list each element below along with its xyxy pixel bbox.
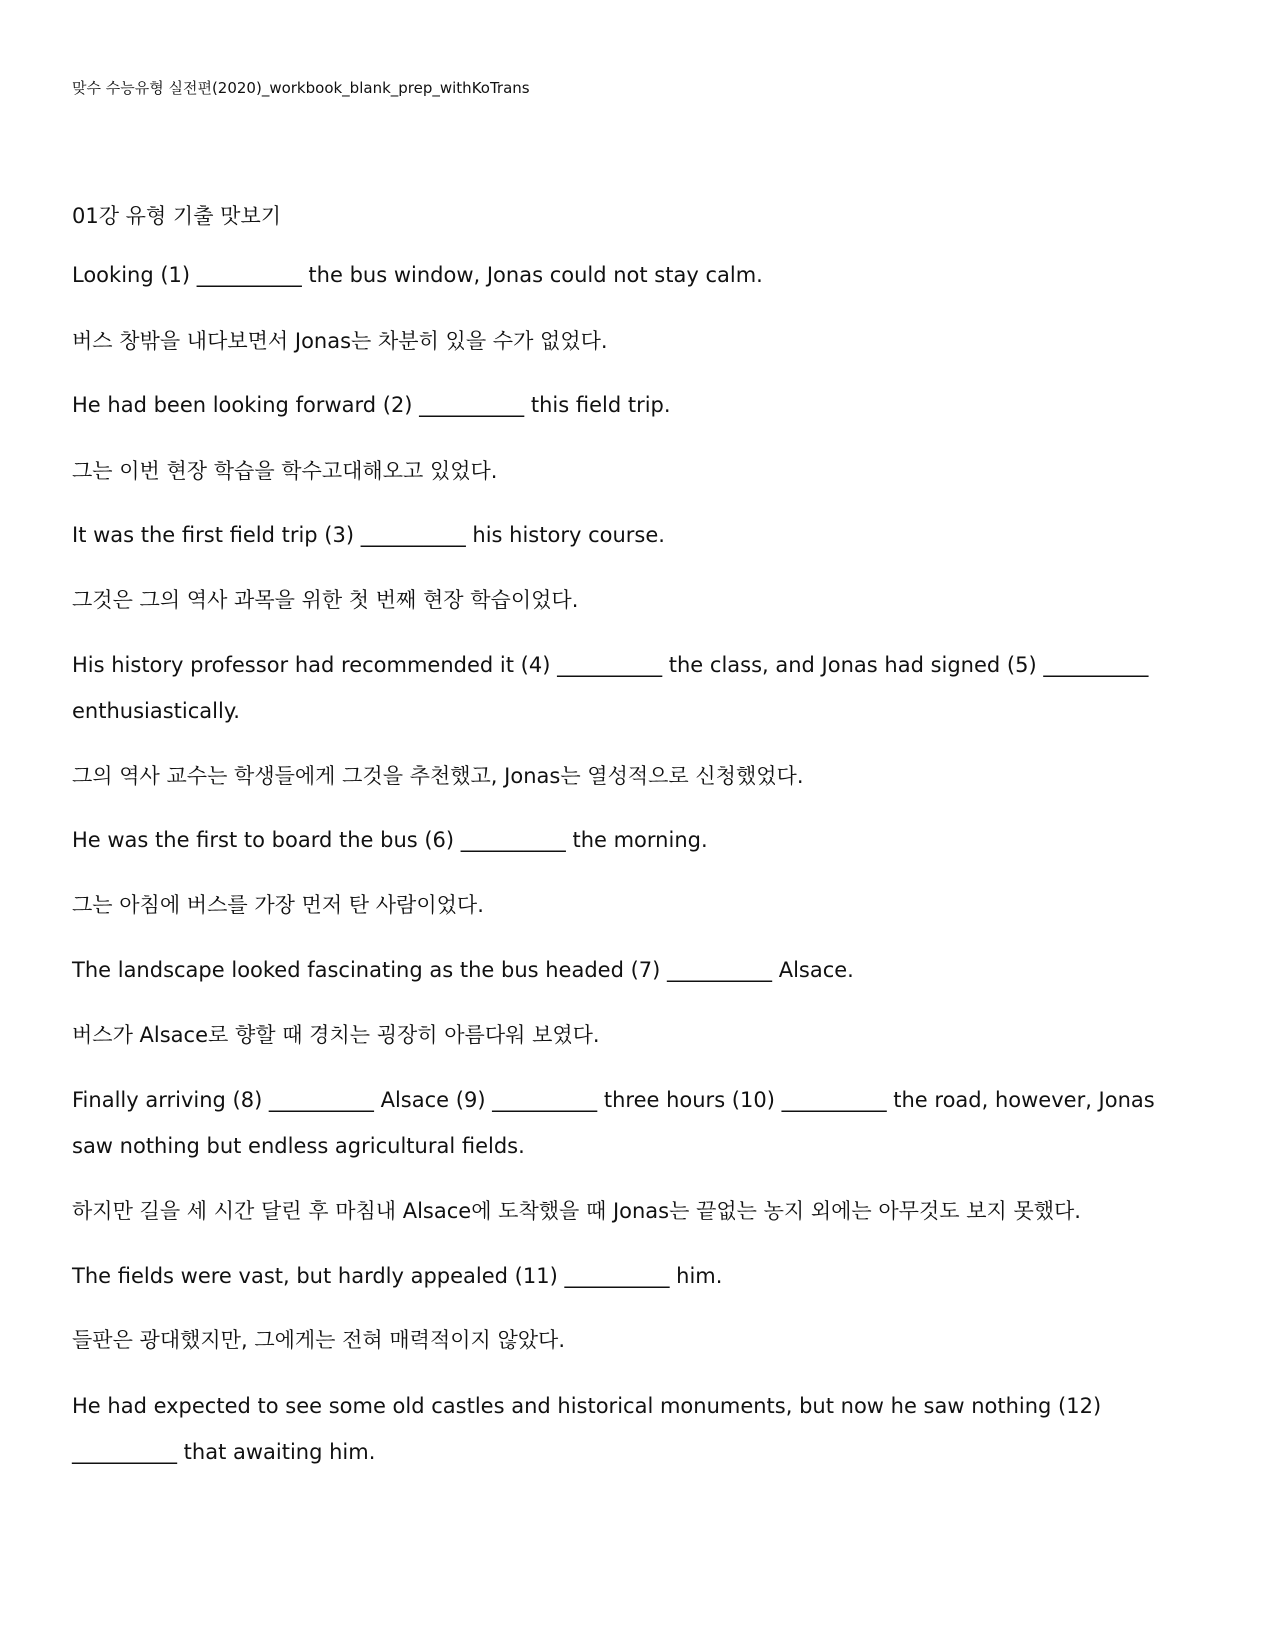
english-sentence-5: He was the first to board the bus (6) __________ the morning. [72, 828, 708, 852]
korean-translation-2: 그는 이번 현장 학습을 학수고대해오고 있었다. [72, 459, 498, 483]
english-sentence-9: He had expected to see some old castles and historical monuments, but now he saw nothing (12) __________ that awaiting him. [72, 1394, 1102, 1464]
korean-translation-6: 버스가 Alsace로 향할 때 경치는 굉장히 아름다워 보였다. [72, 1023, 600, 1047]
korean-translation-3: 그것은 그의 역사 과목을 위한 첫 번째 현장 학습이었다. [72, 588, 579, 612]
english-sentence-3: It was the first field trip (3) __________ his history course. [72, 523, 665, 547]
english-sentence-7: Finally arriving (8) __________ Alsace (9) __________ three hours (10) __________ the road, however, Jonas saw nothing but endless agricultural fields. [72, 1088, 1155, 1158]
english-sentence-1: Looking (1) __________ the bus window, Jonas could not stay calm. [72, 263, 763, 287]
korean-translation-8: 들판은 광대했지만, 그에게는 전혀 매력적이지 않았다. [72, 1328, 566, 1352]
korean-translation-5: 그는 아침에 버스를 가장 먼저 탄 사람이었다. [72, 893, 484, 917]
korean-translation-1: 버스 창밖을 내다보면서 Jonas는 차분히 있을 수가 없었다. [72, 329, 608, 353]
english-sentence-2: He had been looking forward (2) __________ this field trip. [72, 393, 671, 417]
english-sentence-4: His history professor had recommended it (4) __________ the class, and Jonas had signed (5) __________ enthusiastically. [72, 653, 1149, 723]
english-sentence-8: The fields were vast, but hardly appealed (11) __________ him. [72, 1264, 723, 1288]
section-title: 01강 유형 기출 맛보기 [72, 204, 282, 228]
korean-translation-7: 하지만 길을 세 시간 달린 후 마침내 Alsace에 도착했을 때 Jonas는 끝없는 농지 외에는 아무것도 보지 못했다. [72, 1199, 1081, 1223]
korean-translation-4: 그의 역사 교수는 학생들에게 그것을 추천했고, Jonas는 열성적으로 신청했었다. [72, 764, 804, 788]
document-header: 맞수 수능유형 실전편(2020)_workbook_blank_prep_withKoTrans [72, 79, 530, 97]
english-sentence-6: The landscape looked fascinating as the bus headed (7) __________ Alsace. [72, 958, 854, 982]
